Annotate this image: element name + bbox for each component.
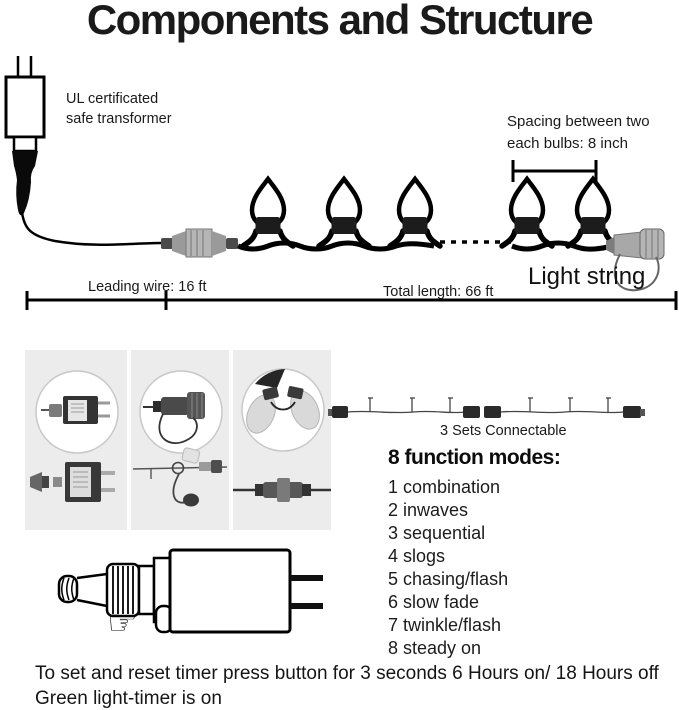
adapter-photo-illustration bbox=[25, 350, 127, 530]
function-modes-section bbox=[388, 446, 560, 660]
leading-wire-label: Leading wire: 16 ft bbox=[88, 279, 207, 295]
bulb-icon bbox=[568, 179, 618, 246]
bulb-icon bbox=[319, 179, 369, 246]
timer-instructions-line2: Green light-timer is on bbox=[35, 688, 222, 709]
timer-body-illustration bbox=[59, 550, 323, 632]
spacing-label-line2: each bulbs: 8 inch bbox=[507, 135, 628, 152]
timer-instructions-line1: To set and reset timer press button for 3 seconds 6 Hours on/ 18 Hours off bbox=[35, 663, 659, 684]
bulb-icon bbox=[390, 179, 440, 246]
string-light-structure-diagram bbox=[0, 0, 679, 340]
sets-connectable-label: 3 Sets Connectable bbox=[440, 423, 567, 439]
function-mode-item: 6 slow fade bbox=[388, 592, 480, 612]
hands-photo-illustration bbox=[233, 350, 331, 530]
timer-controller-diagram bbox=[55, 528, 385, 663]
transformer-label-line1: UL certificated bbox=[66, 91, 159, 107]
bulb-icon bbox=[502, 179, 552, 246]
function-mode-item: 7 twinkle/flash bbox=[388, 615, 502, 635]
connected-sets-illustration bbox=[328, 398, 645, 418]
function-mode-item: 2 inwaves bbox=[388, 500, 469, 520]
photo-end-cap-loop bbox=[131, 350, 229, 530]
pointing-hand-icon: ☞ bbox=[107, 604, 138, 642]
sets-connectable-diagram bbox=[325, 390, 679, 445]
total-length-label: Total length: 66 ft bbox=[383, 284, 494, 300]
light-string-illustration bbox=[238, 179, 618, 249]
end-cap-photo-illustration bbox=[131, 350, 229, 530]
function-mode-item: 1 combination bbox=[388, 477, 501, 497]
inline-connector-illustration bbox=[161, 229, 238, 257]
photo-hands-connecting bbox=[233, 350, 331, 530]
timer-instructions bbox=[35, 661, 665, 710]
transformer-label-line2: safe transformer bbox=[66, 111, 172, 127]
page-title: Components and Structure bbox=[86, 0, 593, 43]
function-mode-item: 5 chasing/flash bbox=[388, 569, 509, 589]
function-mode-item: 8 steady on bbox=[388, 638, 482, 658]
transformer-illustration bbox=[6, 56, 162, 245]
function-mode-item: 3 sequential bbox=[388, 523, 486, 543]
photo-adapter-connection bbox=[25, 350, 127, 530]
spacing-label-line1: Spacing between two bbox=[507, 113, 650, 130]
function-mode-item: 4 slogs bbox=[388, 546, 446, 566]
bulb-icon bbox=[243, 179, 293, 246]
function-modes-heading: 8 function modes: bbox=[388, 446, 561, 469]
light-string-label: Light string bbox=[528, 263, 646, 290]
